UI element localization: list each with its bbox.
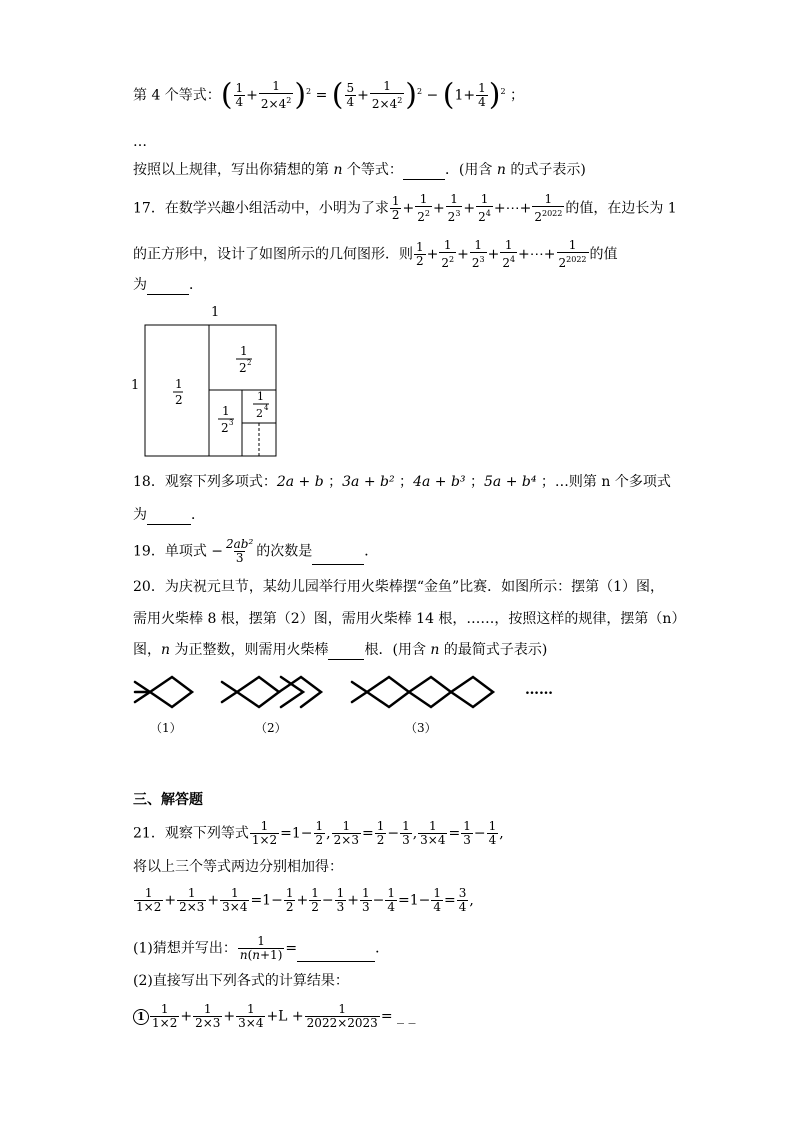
svg-text:1: 1 [222, 404, 230, 418]
q21-sum: $\frac{1}{1\times 2}$ + $\frac{1}{2\times 3}$ + $\frac{1}{3\times 4}$ =1− $\frac{1}{2}$ + $\frac{1}{2}$ − $\frac{1}{3}$ + $\frac{1}{3}$ − $\frac{1}{4}$ =1− $\frac{1}{4}$ = $\frac{3}{4}$ , [136, 886, 474, 914]
caption-3: （3） [405, 721, 437, 735]
q16-answer-blank[interactable] [403, 165, 445, 180]
fish-2 [222, 677, 321, 707]
svg-text:2: 2 [247, 359, 252, 367]
region-quarter [236, 344, 252, 375]
q20-line1: 20．为庆祝元旦节，某幼儿园举行用火柴棒摆“金鱼”比赛．如图所示：摆第（1）图， [133, 579, 665, 595]
q18-line1: 18．观察下列多项式：2a + b ；3a + b² ；4a + b³ ；5a + b⁴ ；…则第 n 个多项式 [133, 474, 671, 490]
item-circle-1: 1 [133, 1009, 149, 1025]
q17-square-figure [128, 302, 288, 462]
q21-sum-2022: 1 $\frac{1}{1\times 2}$ + $\frac{1}{2\times 3}$ + $\frac{1}{3\times 4}$ +L + $\frac{1}{2022\times 2023}$ = _ _ [133, 1003, 415, 1030]
figure-left-label: 1 [131, 378, 140, 393]
q16-prompt: 按照以上规律，写出你猜想的第 n 个等式： ．(用含 n 的式子表示) [133, 162, 586, 178]
q16-ellipsis: … [133, 134, 147, 150]
q16-equation-4: 第 4 个等式：( $\frac{1}{4}$ + $\frac{1}{2\times 4^2}$ )$^2$ = ( $\frac{5}{4}$ + $\frac{1}{2\times 4^2}$ )$^2$ − (1+ $\frac{1}{4}$ )$^2$ ； [133, 77, 525, 113]
fish-3 [352, 677, 493, 707]
q21-line2: 将以上三个等式两边分别相加得： [133, 859, 343, 875]
q16-label: 第 4 个等式： [133, 87, 221, 104]
q19-answer-blank[interactable] [312, 550, 364, 565]
region-sixteenth [253, 390, 269, 420]
q21-line1: 21．观察下列等式 $\frac{1}{1\times 2}$ =1− $\frac{1}{2}$ , $\frac{1}{2\times 3}$ = $\frac{1}{2}$ − $\frac{1}{3}$ , $\frac{1}{3\times 4}$ = $\frac{1}{3}$ − $\frac{1}{4}$ , [133, 819, 504, 847]
q20-answer-blank[interactable] [328, 645, 364, 660]
q18-line2: 为 ． [133, 507, 205, 523]
svg-text:1: 1 [257, 390, 264, 403]
q17-answer-blank[interactable] [147, 280, 189, 295]
fish-dots: …… [525, 682, 553, 698]
q17-line2: 的正方形中，设计了如图所示的几何图形．则 $\frac{1}{2}$ + $\frac{1}{2^2}$ + $\frac{1}{2^3}$ + $\frac{1}{2^4}$ +⋯+ $\frac{1}{2^{2022}}$ 的值 [133, 238, 618, 270]
svg-text:2: 2 [175, 393, 183, 407]
q20-line3: 图，n 为正整数，则需用火柴棒 根．(用含 n 的最简式子表示) [133, 642, 548, 658]
q21-part1: (1)猜想并写出： $\frac{1}{n(n+1)}$ = ． [133, 934, 390, 962]
fish-1 [135, 677, 192, 707]
q20-fish-figure [130, 672, 570, 742]
figure-top-label: 1 [211, 305, 220, 320]
svg-text:1: 1 [175, 377, 183, 391]
q17-answer-line: 为 ． [133, 277, 203, 293]
caption-1: （1） [150, 721, 182, 735]
svg-text:2: 2 [221, 421, 229, 435]
svg-text:1: 1 [240, 344, 248, 358]
q20-line2: 需用火柴棒 8 根，摆第（2）图，需用火柴棒 14 根，……，按照这样的规律，摆第（n） [133, 611, 686, 627]
section-3-title: 三、解答题 [133, 792, 203, 808]
svg-text:2: 2 [256, 407, 263, 420]
q17-line1: 17．在数学兴趣小组活动中，小明为了求 $\frac{1}{2}$ + $\frac{1}{2^2}$ + $\frac{1}{2^3}$ + $\frac{1}{2^4}$ +⋯+ $\frac{1}{2^{2022}}$ 的值，在边长为 1 [133, 192, 677, 224]
svg-text:2: 2 [239, 361, 247, 375]
svg-text:4: 4 [264, 404, 269, 412]
svg-text:3: 3 [229, 419, 234, 427]
q21-part2: (2)直接写出下列各式的计算结果： [133, 973, 349, 989]
region-eighth [218, 404, 234, 435]
q21-part1-blank[interactable] [297, 947, 375, 962]
region-half [173, 377, 183, 407]
q18-answer-blank[interactable] [147, 510, 191, 525]
caption-2: （2） [255, 721, 287, 735]
q19-line: 19．单项式 − $\frac{\text{2ab²}}{3}$ 的次数是 ． [133, 537, 379, 565]
